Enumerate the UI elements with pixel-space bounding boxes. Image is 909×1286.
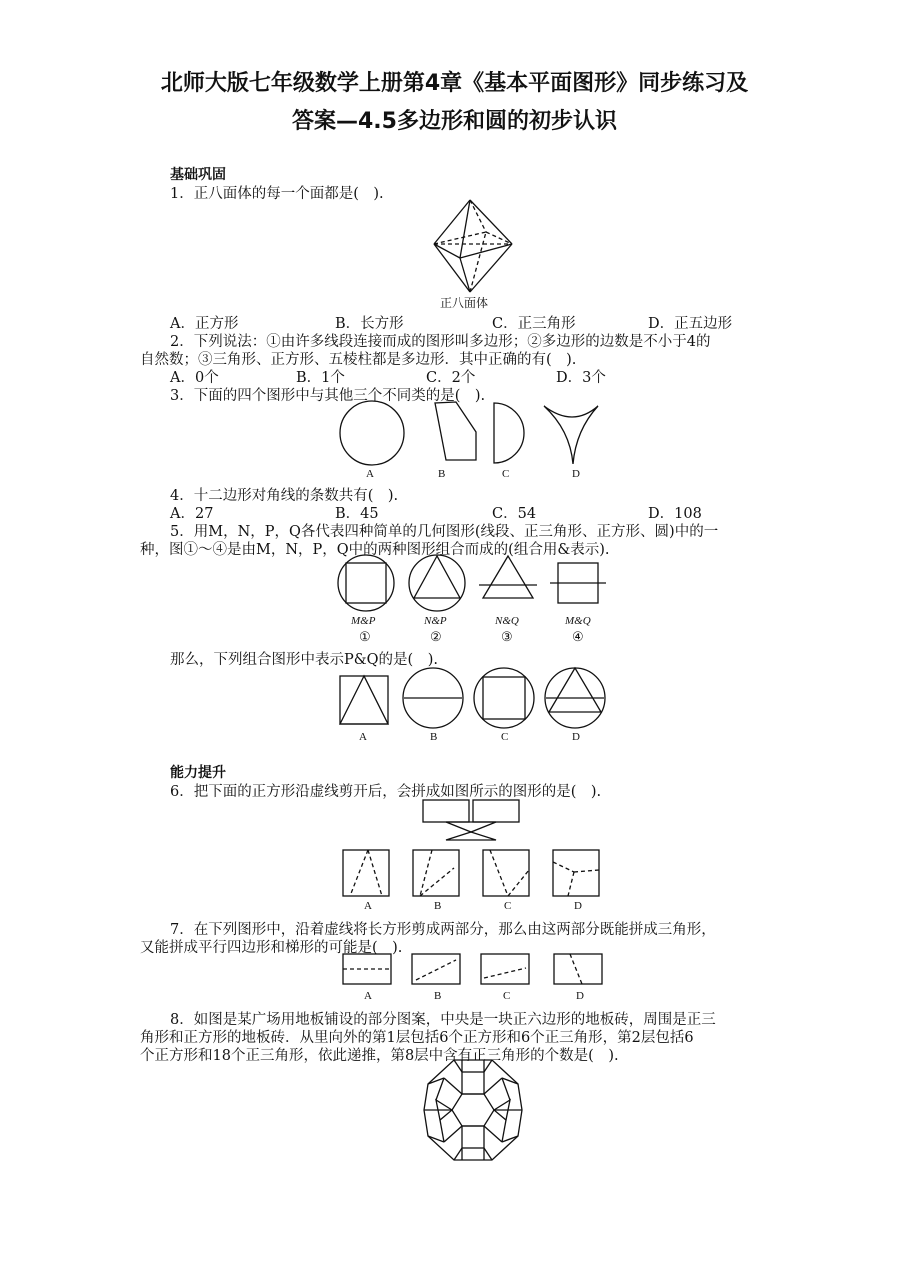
q4-option-c: C．54 [492,506,537,522]
doc-title-line1: 北师大版七年级数学上册第4章《基本平面图形》同步练习及 [160,71,749,96]
q7-rectangle-options [340,952,606,988]
q1-stem: 1．正八面体的每一个面都是( ). [170,186,384,202]
q3-label-d: D [572,468,580,480]
q3-figures [336,400,616,470]
q8-line1: 8．如图是某广场用地板铺设的部分图案，中央是一块正六边形的地板砖，周围是正三 [170,1012,716,1028]
q6-label-d: D [574,900,582,912]
floor-tile-pattern-figure [422,1058,524,1162]
q5-line1: 5．用M，N，P，Q各代表四种简单的几何图形(线段、正三角形、正方形、圆)中的一 [170,524,719,540]
q5-number-3: ③ [501,630,513,645]
q1-option-c: C．正三角形 [492,316,576,332]
q8-line3: 个正方形和18个正三角形，依此递推，第8层中含有正三角形的个数是( ). [140,1048,619,1064]
octahedron-caption: 正八面体 [440,296,489,310]
q7-label-c: C [503,990,511,1002]
q2-line1: 2．下列说法：①由许多线段连接而成的图形叫多边形；②多边形的边数是不小于4的 [170,334,711,350]
q5-line2: 种，图①～④是由M，N，P，Q中的两种图形组合而成的(组合用&表示). [140,542,610,558]
q5-label-c: C [501,731,509,743]
q5-label-a: A [359,731,367,743]
q3-semicircle-c [494,403,524,463]
q7-line1: 7．在下列图形中，沿着虚线将长方形剪成两部分，那么由这两部分既能拼成三角形， [170,922,716,938]
q2-option-b: B．1个 [296,370,345,386]
q5-choice-figures [336,666,616,732]
q7-label-b: B [434,990,442,1002]
q4-stem: 4．十二边形对角线的条数共有( ). [170,488,399,504]
q4-option-d: D．108 [648,506,702,522]
q2-option-d: D．3个 [556,370,606,386]
q7-label-d: D [576,990,584,1002]
q6-label-b: B [434,900,442,912]
q3-label-c: C [502,468,510,480]
q5-caption-3: N&Q [495,615,519,627]
q6-square-options [340,848,606,900]
q4-option-b: B．45 [335,506,379,522]
q7-line2: 又能拼成平行四边形和梯形的可能是( ). [140,940,403,956]
q3-polygon-b [435,402,476,460]
section-basic: 基础巩固 [170,167,226,183]
q1-option-a: A．正方形 [170,316,239,332]
q3-curved-triangle-d [544,406,598,464]
q2-option-c: C．2个 [426,370,476,386]
q5-number-2: ② [430,630,442,645]
section-advanced: 能力提升 [170,765,226,781]
q3-stem: 3．下面的四个图形中与其他三个不同类的是( ). [170,388,486,404]
q5-caption-1: M&P [351,615,376,627]
q5-label-d: D [572,731,580,743]
q3-label-a: A [366,468,374,480]
q5-caption-4: M&Q [565,615,591,627]
center-hexagon [452,1094,494,1126]
q8-line2: 角形和正方形的地板砖．从里向外的第1层包括6个正方形和6个正三角形，第2层包括6 [140,1030,694,1046]
q6-label-c: C [504,900,512,912]
q5-label-b: B [430,731,438,743]
q6-stem: 6．把下面的正方形沿虚线剪开后，会拼成如图所示的图形的是( ). [170,784,602,800]
q5-caption-2: N&P [424,615,447,627]
octahedron-figure [430,198,520,298]
q7-label-a: A [364,990,372,1002]
q6-label-a: A [364,900,372,912]
q3-label-b: B [438,468,446,480]
q4-option-a: A．27 [170,506,214,522]
doc-title-line2: 答案—4.5多边形和圆的初步认识 [292,109,617,134]
q5-follow: 那么，下列组合图形中表示P&Q的是( ). [170,652,438,668]
q5-number-1: ① [359,630,371,645]
q1-option-b: B．长方形 [335,316,404,332]
q5-combo-figures [336,554,616,614]
q5-number-4: ④ [572,630,584,645]
q1-option-d: D．正五边形 [648,316,733,332]
q3-circle-a [340,401,404,465]
q6-target-figure [420,798,522,842]
q2-option-a: A．0个 [170,370,219,386]
q2-line2: 自然数；③三角形、正方形、五棱柱都是多边形．其中正确的有( ). [140,352,577,368]
